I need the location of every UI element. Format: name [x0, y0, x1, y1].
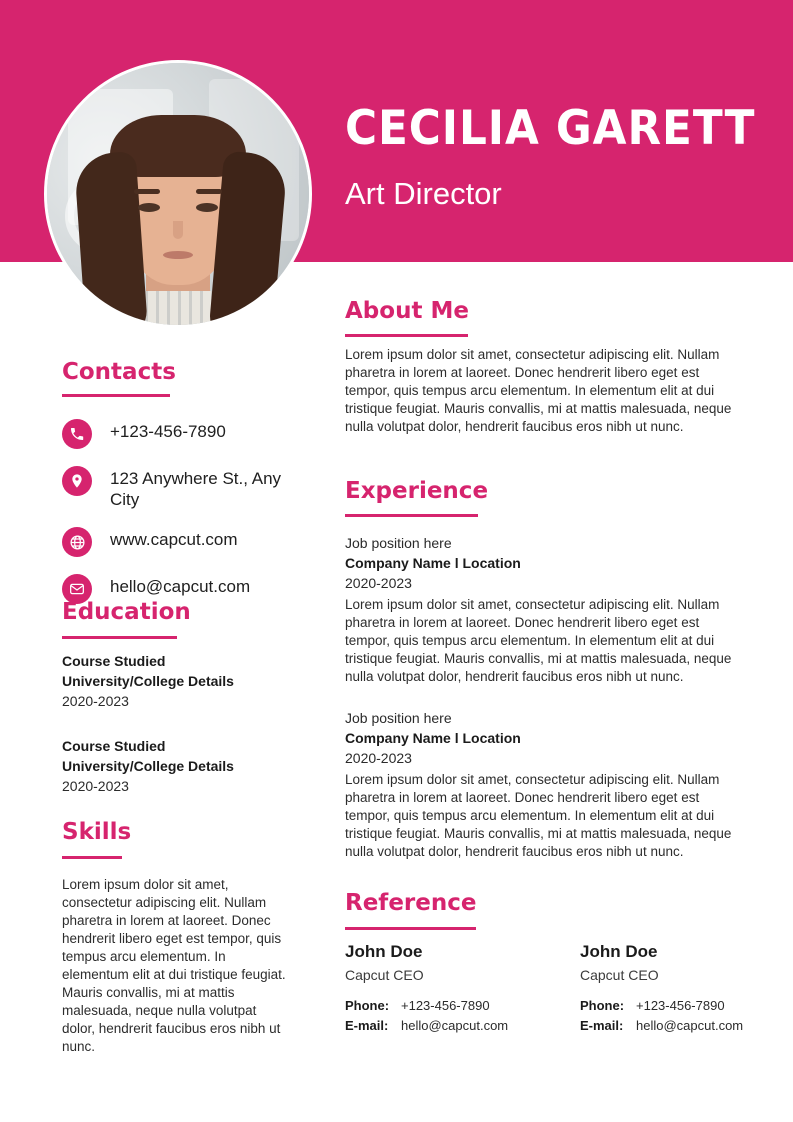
reference-email-value[interactable]: hello@capcut.com — [636, 1018, 744, 1033]
skills-body: Lorem ipsum dolor sit amet, consectetur adipiscing elit. Nullam pharetra in lorem at laoreet. Donec hendrerit libero eget est tempor, quis tempus arcu elementum. In elementum elit at dui tristique feugiat. Mauris convallis, mi at mattis malesuada, neque nulla volutpat dolor, hendrerit faucibus eros nibh ut nunc. — [62, 877, 286, 1054]
reference-phone-row — [580, 996, 753, 1016]
contact-website[interactable]: www.capcut.com — [110, 530, 238, 549]
contact-email[interactable]: hello@capcut.com — [110, 577, 251, 596]
list-item — [62, 526, 312, 557]
experience-position: Job position here — [345, 710, 452, 726]
list-item — [62, 418, 312, 449]
education-course: Course Studied — [62, 653, 166, 669]
list-item — [62, 465, 312, 510]
page-title: CECILIA GARETT — [345, 101, 756, 156]
skills-heading-rule — [62, 856, 122, 859]
list-item — [62, 651, 312, 711]
reference-heading: Reference — [345, 890, 477, 916]
reference-card — [580, 940, 753, 1036]
reference-phone-label: Phone: — [345, 998, 390, 1013]
experience-heading-rule — [345, 514, 478, 517]
experience-description: Lorem ipsum dolor sit amet, consectetur adipiscing elit. Nullam pharetra in lorem at laoreet. Donec hendrerit libero eget est tempor, quis tempus arcu elementum. In elementum elit at dui tristique feugiat. Mauris convallis, mi at mattis malesuada, neque nulla volutpat dolor, hendrerit faucibus eros nibh ut nunc. — [345, 772, 732, 859]
portrait-brow-left — [134, 189, 160, 194]
reference-phone-value[interactable]: +123-456-7890 — [401, 998, 490, 1013]
education-school: University/College Details — [62, 758, 234, 774]
reference-email-label: E-mail: — [345, 1018, 389, 1033]
education-years: 2020-2023 — [62, 693, 129, 709]
contacts-heading-rule — [62, 394, 170, 397]
education-years: 2020-2023 — [62, 778, 129, 794]
reference-email-label: E-mail: — [580, 1018, 624, 1033]
reference-name: John Doe — [345, 942, 423, 961]
reference-role: Capcut CEO — [580, 967, 659, 983]
reference-email-value[interactable]: hello@capcut.com — [401, 1018, 509, 1033]
education-course: Course Studied — [62, 738, 166, 754]
education-school: University/College Details — [62, 673, 234, 689]
globe-icon — [62, 527, 92, 557]
list-item — [345, 533, 745, 686]
list-item — [345, 708, 745, 861]
reference-phone-row — [345, 996, 518, 1016]
experience-list — [345, 533, 745, 883]
location-pin-icon — [62, 466, 92, 496]
reference-email-row — [580, 1016, 753, 1036]
reference-card — [345, 940, 518, 1036]
contacts-list — [62, 418, 312, 620]
avatar — [44, 60, 312, 328]
reference-phone-value[interactable]: +123-456-7890 — [636, 998, 725, 1013]
experience-company: Company Name l Location — [345, 730, 521, 746]
experience-position: Job position here — [345, 535, 452, 551]
portrait-eye-left — [138, 203, 160, 212]
about-heading: About Me — [345, 298, 469, 324]
portrait-eye-right — [196, 203, 218, 212]
reference-email-row — [345, 1016, 518, 1036]
education-heading-rule — [62, 636, 177, 639]
reference-heading-rule — [345, 927, 476, 930]
portrait-brow-right — [196, 189, 222, 194]
reference-name: John Doe — [580, 942, 658, 961]
experience-years: 2020-2023 — [345, 750, 412, 766]
experience-description: Lorem ipsum dolor sit amet, consectetur adipiscing elit. Nullam pharetra in lorem at laoreet. Donec hendrerit libero eget est tempor, quis tempus arcu elementum. In elementum elit at dui tristique feugiat. Mauris convallis, mi at mattis malesuada, neque nulla volutpat dolor, hendrerit faucibus eros nibh ut nunc. — [345, 597, 732, 684]
list-item — [62, 736, 312, 796]
skills-heading: Skills — [62, 819, 132, 845]
portrait-hair-left — [74, 151, 149, 328]
portrait-mouth — [163, 251, 193, 259]
portrait-nose — [173, 221, 183, 239]
contact-phone[interactable]: +123-456-7890 — [110, 422, 226, 441]
job-title: Art Director — [345, 176, 502, 211]
about-heading-rule — [345, 334, 468, 337]
education-list — [62, 651, 312, 821]
about-body: Lorem ipsum dolor sit amet, consectetur adipiscing elit. Nullam pharetra in lorem at laoreet. Donec hendrerit libero eget est tempor, quis tempus arcu elementum. In elementum elit at dui tristique feugiat. Mauris convallis, mi at mattis malesuada, neque nulla volutpat dolor, hendrerit faucibus eros nibh ut nunc. — [345, 347, 732, 434]
reference-phone-label: Phone: — [580, 998, 625, 1013]
education-heading: Education — [62, 599, 191, 625]
contact-address[interactable]: 123 Anywhere St., Any City — [110, 469, 282, 509]
reference-list — [345, 940, 753, 1036]
contacts-heading: Contacts — [62, 359, 176, 385]
experience-company: Company Name l Location — [345, 555, 521, 571]
reference-role: Capcut CEO — [345, 967, 424, 983]
phone-icon — [62, 419, 92, 449]
experience-heading: Experience — [345, 478, 489, 504]
experience-years: 2020-2023 — [345, 575, 412, 591]
